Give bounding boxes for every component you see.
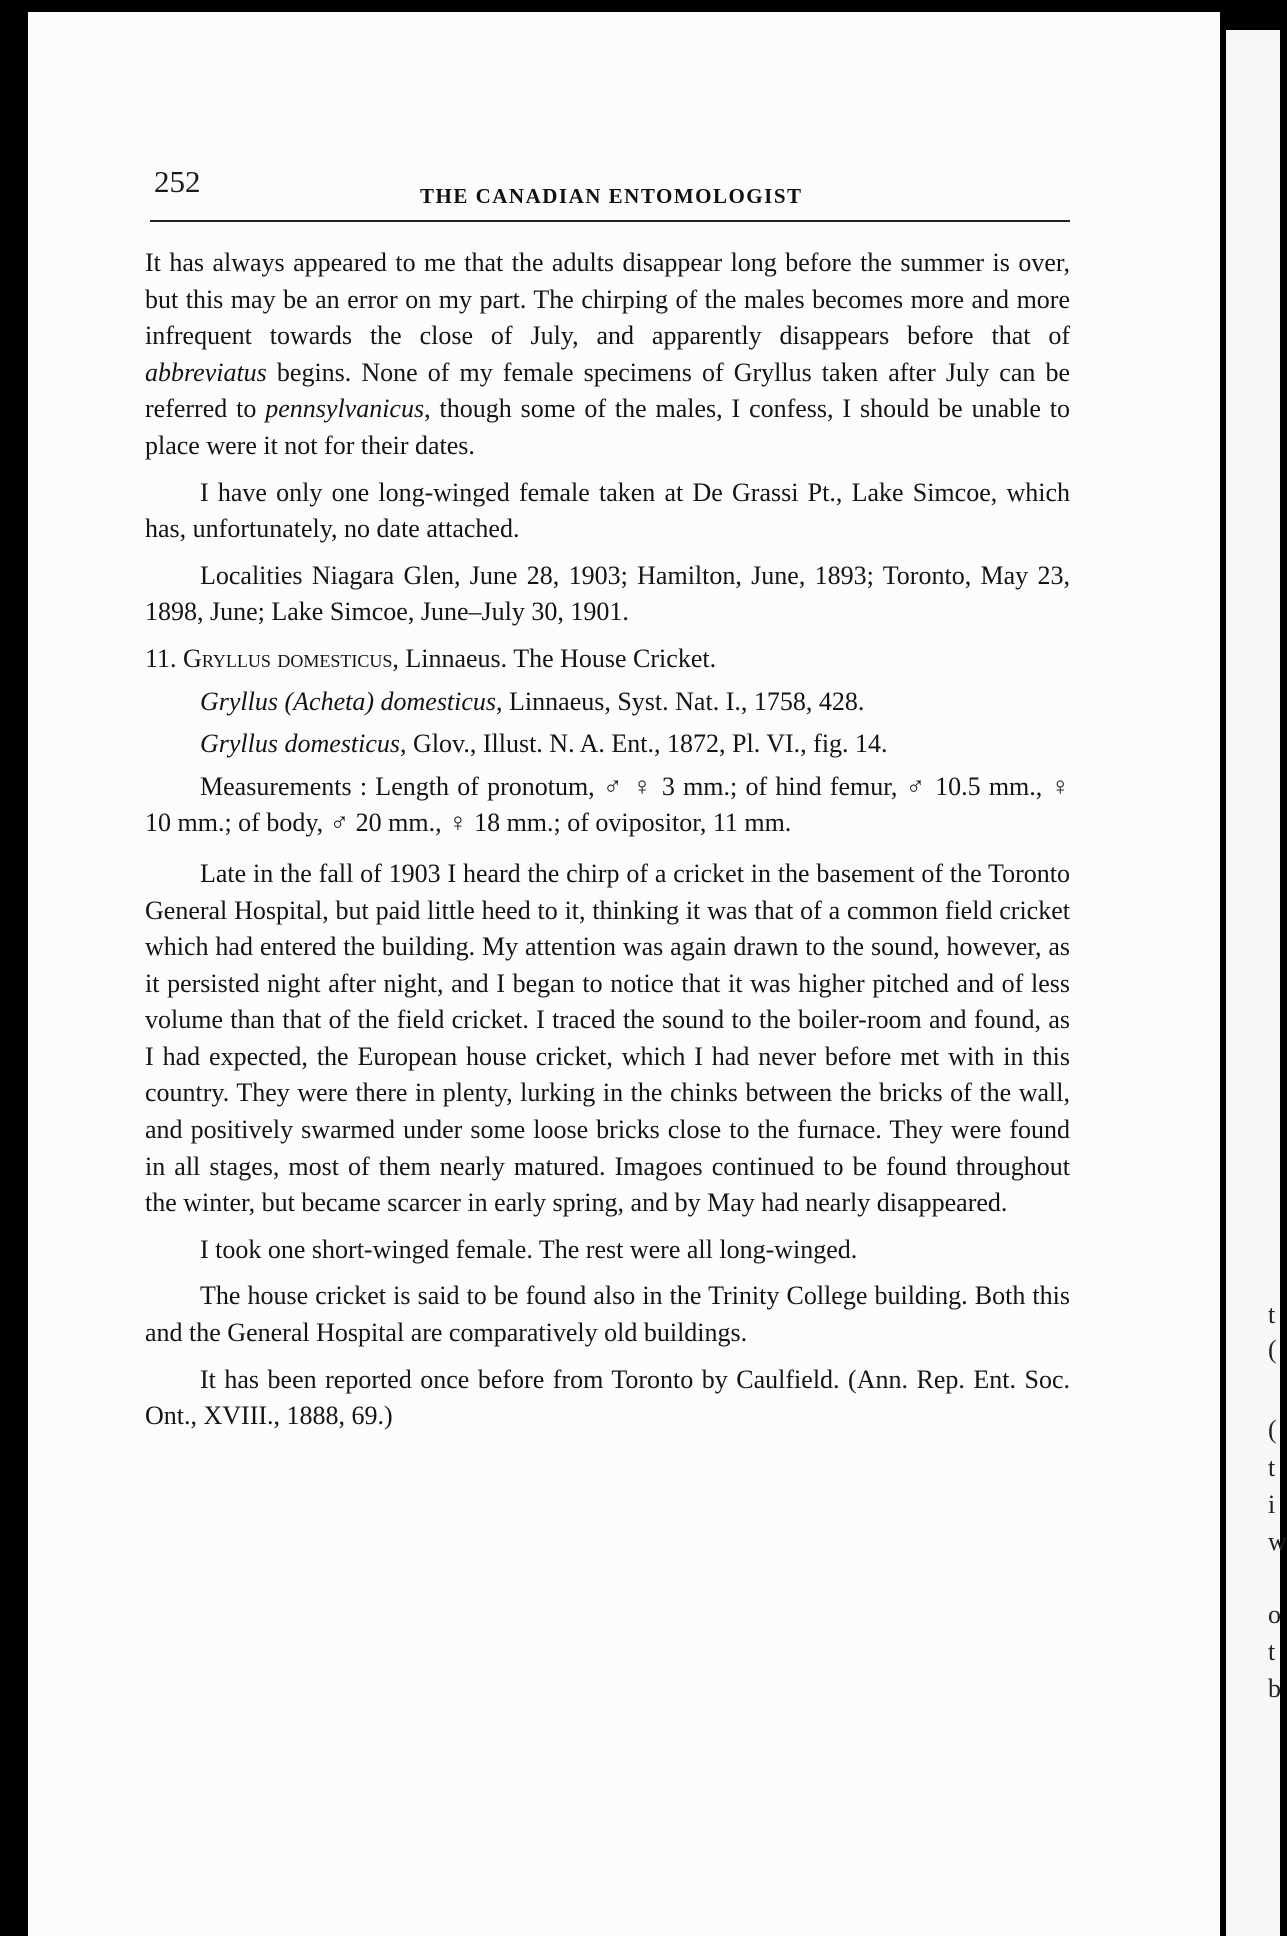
adjacent-page-fragment: t: [1268, 1453, 1276, 1482]
adjacent-page-fragment: b: [1268, 1674, 1281, 1703]
adjacent-page-fragment: i: [1268, 1490, 1276, 1519]
adjacent-page-fragment: o: [1268, 1600, 1281, 1629]
adjacent-page-fragment: (: [1268, 1335, 1277, 1364]
page-number: 252: [154, 164, 201, 199]
adjacent-page-fragment: t: [1268, 1300, 1276, 1329]
species-heading: 11. Gryllus domesticus, Linnaeus. The House Cricket.: [145, 643, 717, 673]
adjacent-page-fragment: t: [1268, 1637, 1276, 1666]
paragraph: It has been reported once before from Toronto by Caulfield. (Ann. Rep. Ent. Soc. Ont., XVIII., 1888, 69.): [145, 1364, 1070, 1431]
header-rule: [150, 220, 1070, 222]
synonym: Gryllus (Acheta) domesticus, Linnaeus, Syst. Nat. I., 1758, 428.: [200, 686, 865, 716]
paragraph: The house cricket is said to be found also in the Trinity College building. Both this and the General Hospital are comparatively old buildings.: [145, 1281, 1070, 1348]
paragraph: I have only one long-winged female taken at De Grassi Pt., Lake Simcoe, which has, unfortunately, no date attached.: [145, 477, 1070, 544]
running-title: THE CANADIAN ENTOMOLOGIST: [420, 184, 803, 208]
measurements: Measurements : Length of pronotum, ♂ ♀ 3 mm.; of hind femur, ♂ 10.5 mm., ♀ 10 mm.; of body, ♂ 20 mm., ♀ 18 mm.; of ovipositor, 11 mm.: [145, 771, 1070, 838]
adjacent-page-fragment: w: [1268, 1527, 1287, 1556]
body-text: [145, 245, 1070, 1435]
paragraph: It has always appeared to me that the adults disappear long before the summer is over, but this may be an error on my part. The chirping of the males becomes more and more infrequent towards the close of July, and apparently disappears before that of abbreviatus begins. None of my female specimens of Gryllus taken after July can be referred to pennsylvanicus, though some of the males, I confess, I should be unable to place were it not for their dates.: [145, 248, 1071, 460]
paragraph: Late in the fall of 1903 I heard the chirp of a cricket in the basement of the Toronto General Hospital, but paid little heed to it, thinking it was that of a common field cricket which had entered the building. My attention was again drawn to the sound, however, as it persisted night after night, and I began to notice that it was higher pitched and of less volume than that of the field cricket. I traced the sound to the boiler-room and found, as I had expected, the European house cricket, which I had never before met with in this country. They were there in plenty, lurking in the chinks between the bricks of the wall, and positively swarmed under some loose bricks close to the furnace. They were found in all stages, most of them nearly matured. Imagoes continued to be found throughout the winter, but became scarcer in early spring, and by May had nearly disappeared.: [145, 858, 1070, 1218]
italic-term: abbreviatus: [145, 357, 267, 387]
italic-term: pennsylvanicus: [265, 394, 425, 424]
species-name: Gryllus domesticus: [183, 643, 393, 673]
localities: Localities Niagara Glen, June 28, 1903; Hamilton, June, 1893; Toronto, May 23, 1898, June; Lake Simcoe, June–July 30, 1901.: [145, 560, 1070, 627]
synonym: Gryllus domesticus, Glov., Illust. N. A. Ent., 1872, Pl. VI., fig. 14.: [200, 729, 888, 759]
paragraph: I took one short-winged female. The rest were all long-winged.: [200, 1234, 858, 1264]
page-header: [150, 160, 1070, 220]
adjacent-page-fragment: (: [1268, 1415, 1277, 1444]
